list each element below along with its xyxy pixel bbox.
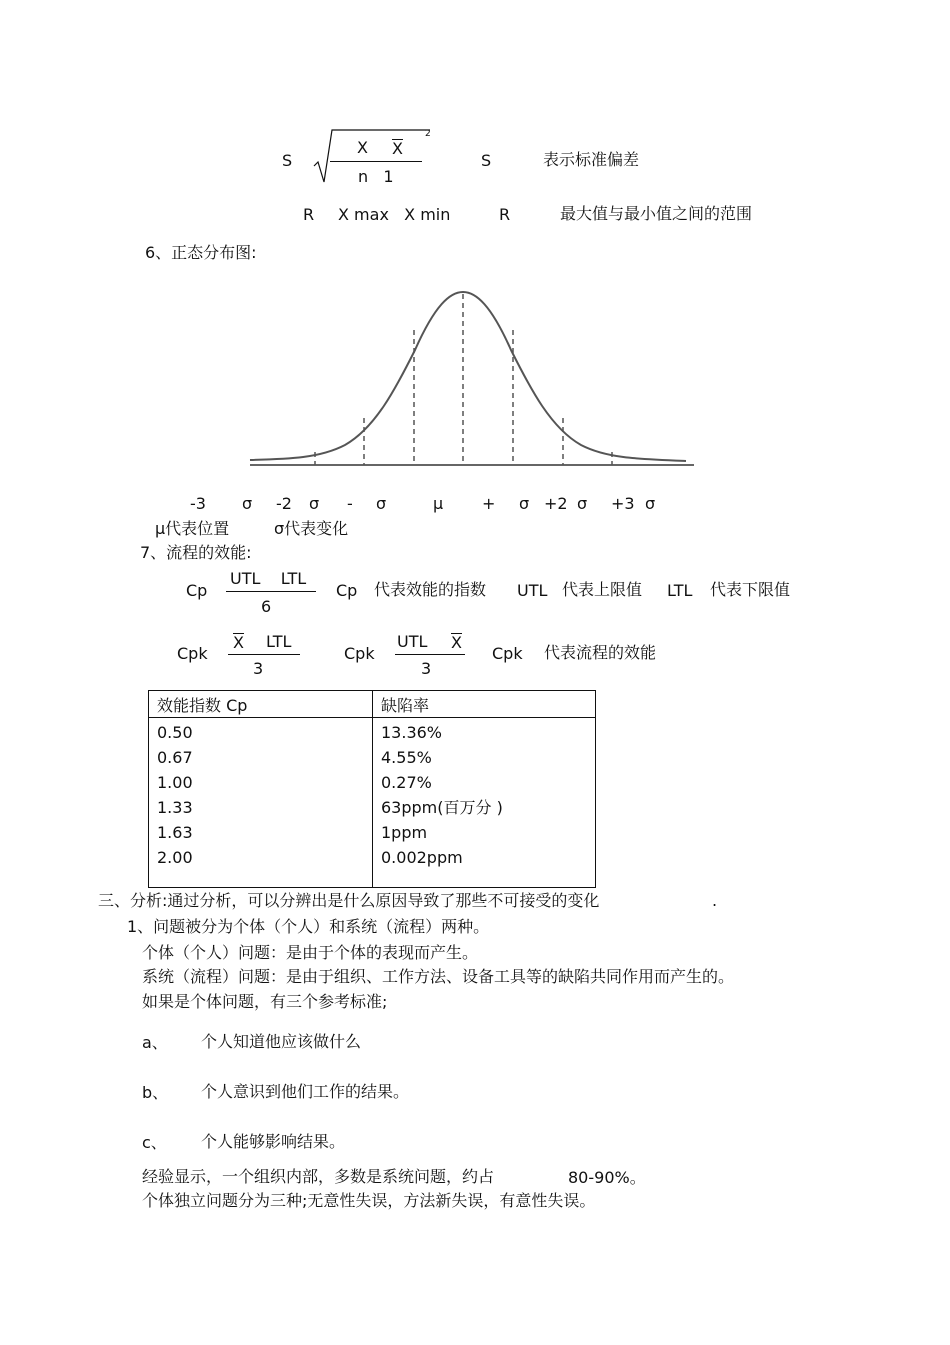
- axis-sigma: σ: [577, 494, 588, 513]
- table-body-row: [149, 718, 596, 888]
- table-header-row: [149, 691, 596, 718]
- table-cell: 13.36%: [381, 723, 443, 742]
- axis-minus3: -3: [190, 494, 206, 513]
- bell-curve: [250, 292, 686, 461]
- formula-s-exponent: 2: [425, 129, 431, 139]
- section7-heading: 7、流程的效能:: [140, 543, 252, 562]
- axis-plus2: +2: [544, 494, 568, 513]
- axis-sigma: σ: [309, 494, 320, 513]
- cpk2-lhs: Cpk: [344, 644, 375, 663]
- table-cell: 1.00: [157, 773, 193, 792]
- cpk-desc-text: 代表流程的效能: [544, 643, 657, 662]
- if-personal: 如果是个体问题，有三个参考标准;: [142, 992, 388, 1011]
- cpk1-fraction-line: [228, 654, 300, 655]
- cpk2-fraction-line: [395, 654, 465, 655]
- defect-rate-column: [373, 718, 596, 888]
- cpk2-xbar: X: [451, 633, 462, 652]
- axis-sigma: σ: [376, 494, 387, 513]
- criterion-b-label: b、: [142, 1083, 169, 1102]
- cpk2-utl: UTL: [397, 632, 428, 651]
- cpk1-denominator: 3: [253, 659, 264, 678]
- axis-plus3: +3: [611, 494, 635, 513]
- cpk1-lhs: Cpk: [177, 644, 208, 663]
- section3-heading: 三、分析:通过分析，可以分辨出是什么原因导致了那些不可接受的变化: [98, 891, 600, 910]
- table-cell: 0.50: [157, 723, 193, 742]
- cpk2-denominator: 3: [421, 659, 432, 678]
- normal-distribution-curve: [0, 0, 950, 500]
- cp-desc-text: 代表效能的指数: [374, 580, 487, 599]
- criterion-c-label: c、: [142, 1133, 167, 1152]
- section3-heading-dot: .: [712, 891, 718, 910]
- formula-s-num-x: X: [357, 138, 368, 157]
- experience-percent: 80-90%。: [568, 1168, 646, 1187]
- ltl-text: 代表下限值: [710, 580, 791, 599]
- criterion-a-text: 个人知道他应该做什么: [201, 1032, 362, 1051]
- table-cell: 0.67: [157, 748, 193, 767]
- table-cell: 1.33: [157, 798, 193, 817]
- personal-problem: 个体（个人）问题：是由于个体的表现而产生。: [142, 943, 479, 962]
- independent-problems: 个体独立问题分为三种;无意性失误，方法新失误，有意性失误。: [142, 1191, 596, 1210]
- cpk1-xbar: X: [233, 633, 244, 652]
- cp-defect-table: [148, 690, 596, 888]
- formula-r-symbol: R: [499, 205, 511, 224]
- table-cell: 63ppm(百万分 ): [381, 798, 503, 817]
- table-cell: 0.27%: [381, 773, 432, 792]
- formula-r-desc: 最大值与最小值之间的范围: [560, 204, 753, 223]
- criterion-b-text: 个人意识到他们工作的结果。: [201, 1082, 410, 1101]
- formula-r-lhs: R: [303, 205, 315, 224]
- formula-r-rhs: X max X min: [338, 205, 451, 224]
- section6-heading: 6、正态分布图:: [145, 243, 257, 262]
- axis-minus: -: [347, 494, 353, 513]
- cp-desc-symbol: Cp: [336, 581, 358, 600]
- formula-s-num-xbar: X: [392, 139, 403, 158]
- legend-mu: μ代表位置: [155, 519, 230, 538]
- cp-numerator: UTL LTL: [230, 569, 307, 588]
- formula-s-symbol: S: [481, 151, 492, 170]
- table-header-cp: 效能指数 Cp: [149, 691, 373, 718]
- formula-s-lhs: S: [282, 151, 293, 170]
- criterion-a-label: a、: [142, 1033, 168, 1052]
- cp-values-column: [149, 718, 373, 888]
- criterion-c-text: 个人能够影响结果。: [201, 1132, 346, 1151]
- utl-symbol: UTL: [517, 581, 548, 600]
- formula-s-desc: 表示标准偏差: [543, 150, 640, 169]
- axis-sigma: σ: [519, 494, 530, 513]
- system-problem: 系统（流程）问题：是由于组织、工作方法、设备工具等的缺陷共同作用而产生的。: [142, 967, 735, 986]
- table-header-defect: 缺陷率: [373, 691, 596, 718]
- utl-text: 代表上限值: [562, 580, 643, 599]
- cp-fraction-line: [226, 591, 316, 592]
- table-cell: 0.002ppm: [381, 848, 463, 867]
- cpk1-ltl: LTL: [266, 632, 292, 651]
- table-cell: 1ppm: [381, 823, 428, 842]
- cp-lhs: Cp: [186, 581, 208, 600]
- table-cell: 4.55%: [381, 748, 432, 767]
- sigma-markers: [315, 294, 612, 465]
- cp-denominator: 6: [261, 597, 272, 616]
- section3-item1: 1、问题被分为个体（个人）和系统（流程）两种。: [127, 917, 490, 936]
- axis-sigma: σ: [242, 494, 253, 513]
- table-cell: 2.00: [157, 848, 193, 867]
- table-cell: 1.63: [157, 823, 193, 842]
- cpk-desc-symbol: Cpk: [492, 644, 523, 663]
- experience-text: 经验显示，一个组织内部，多数是系统问题，约占: [142, 1167, 495, 1186]
- axis-sigma: σ: [645, 494, 656, 513]
- axis-plus: +: [482, 494, 496, 513]
- formula-s-den: n 1: [358, 167, 394, 186]
- axis-mu: μ: [433, 494, 444, 513]
- ltl-symbol: LTL: [667, 581, 693, 600]
- axis-minus2: -2: [276, 494, 292, 513]
- legend-sigma: σ代表变化: [274, 519, 349, 538]
